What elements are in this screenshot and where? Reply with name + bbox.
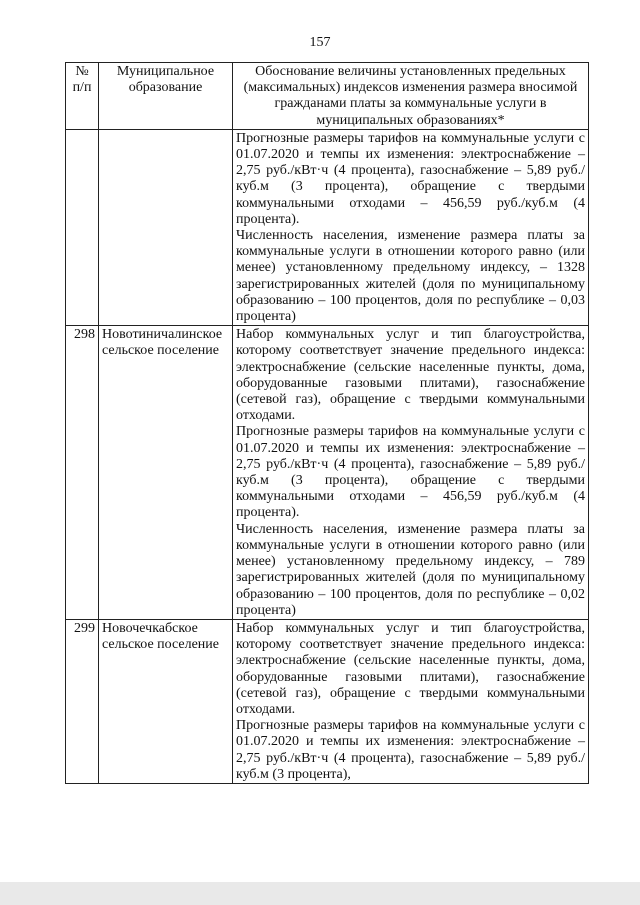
row-number — [66, 129, 99, 325]
header-number: № п/п — [66, 63, 99, 130]
row-municipality: Новочечкабское сельское поселение — [99, 619, 233, 783]
scan-bottom-edge — [0, 882, 640, 905]
table-row — [66, 129, 589, 325]
justification-paragraph: Численность населения, изменение размера платы за коммунальные услуги в отношении которого равно (или менее) установленному предельному индексу, – 789 зарегистрированных жителей (доля по муниципальному образованию – 100 процентов, доля по республике – 0,02 процента) — [236, 521, 585, 618]
justification-paragraph: Прогнозные размеры тарифов на коммунальные услуги с 01.07.2020 и темпы их изменения: электроснабжение – 2,75 руб./кВт·ч (4 процента), газоснабжение – 5,89 руб./куб.м (3 процента), обращение с твердыми коммунальными отходами – 456,59 руб./куб.м (4 процента). — [236, 424, 585, 521]
justification-paragraph: Набор коммунальных услуг и тип благоустройства, которому соответствует значение предельного индекса: электроснабжение (сельские населенные пункты, дома, оборудованные газовыми плитами), газоснабжение (сетевой газ), обращение с твердыми коммунальными отходами. — [236, 327, 585, 424]
table-header-row — [66, 63, 589, 130]
tariff-justification-table — [65, 62, 589, 784]
row-justification — [233, 326, 589, 620]
header-municipality: Муниципальное образование — [99, 63, 233, 130]
row-municipality — [99, 129, 233, 325]
justification-paragraph: Численность населения, изменение размера платы за коммунальные услуги в отношении которого равно (или менее) установленному предельному индексу, – 1328 зарегистрированных жителей (доля по муниципальному образованию – 100 процентов, доля по республике – 0,03 процента) — [236, 228, 585, 325]
table-row — [66, 326, 589, 620]
justification-paragraph: Прогнозные размеры тарифов на коммунальные услуги с 01.07.2020 и темпы их изменения: электроснабжение – 2,75 руб./кВт·ч (4 процента), газоснабжение – 5,89 руб./куб.м (3 процента), обращение с твердыми коммунальными отходами – 456,59 руб./куб.м (4 процента). — [236, 130, 585, 227]
justification-paragraph: Прогнозные размеры тарифов на коммунальные услуги с 01.07.2020 и темпы их изменения: электроснабжение – 2,75 руб./кВт·ч (4 процента), газоснабжение – 5,89 руб./куб.м (3 процента), — [236, 718, 585, 782]
page-number: 157 — [309, 35, 331, 50]
row-number: 299 — [66, 619, 99, 783]
row-municipality: Новотиничалинское сельское поселение — [99, 326, 233, 620]
justification-paragraph: Набор коммунальных услуг и тип благоустройства, которому соответствует значение предельного индекса: электроснабжение (сельские населенные пункты, дома, оборудованные газовыми плитами), газоснабжение (сетевой газ), обращение с твердыми коммунальными отходами. — [236, 620, 585, 717]
row-justification — [233, 619, 589, 783]
header-justification: Обоснование величины установленных предельных (максимальных) индексов изменения размера вносимой гражданами платы за коммунальные услуги в муниципальных образованиях* — [233, 63, 589, 130]
row-number: 298 — [66, 326, 99, 620]
row-justification — [233, 129, 589, 325]
table-row — [66, 619, 589, 783]
